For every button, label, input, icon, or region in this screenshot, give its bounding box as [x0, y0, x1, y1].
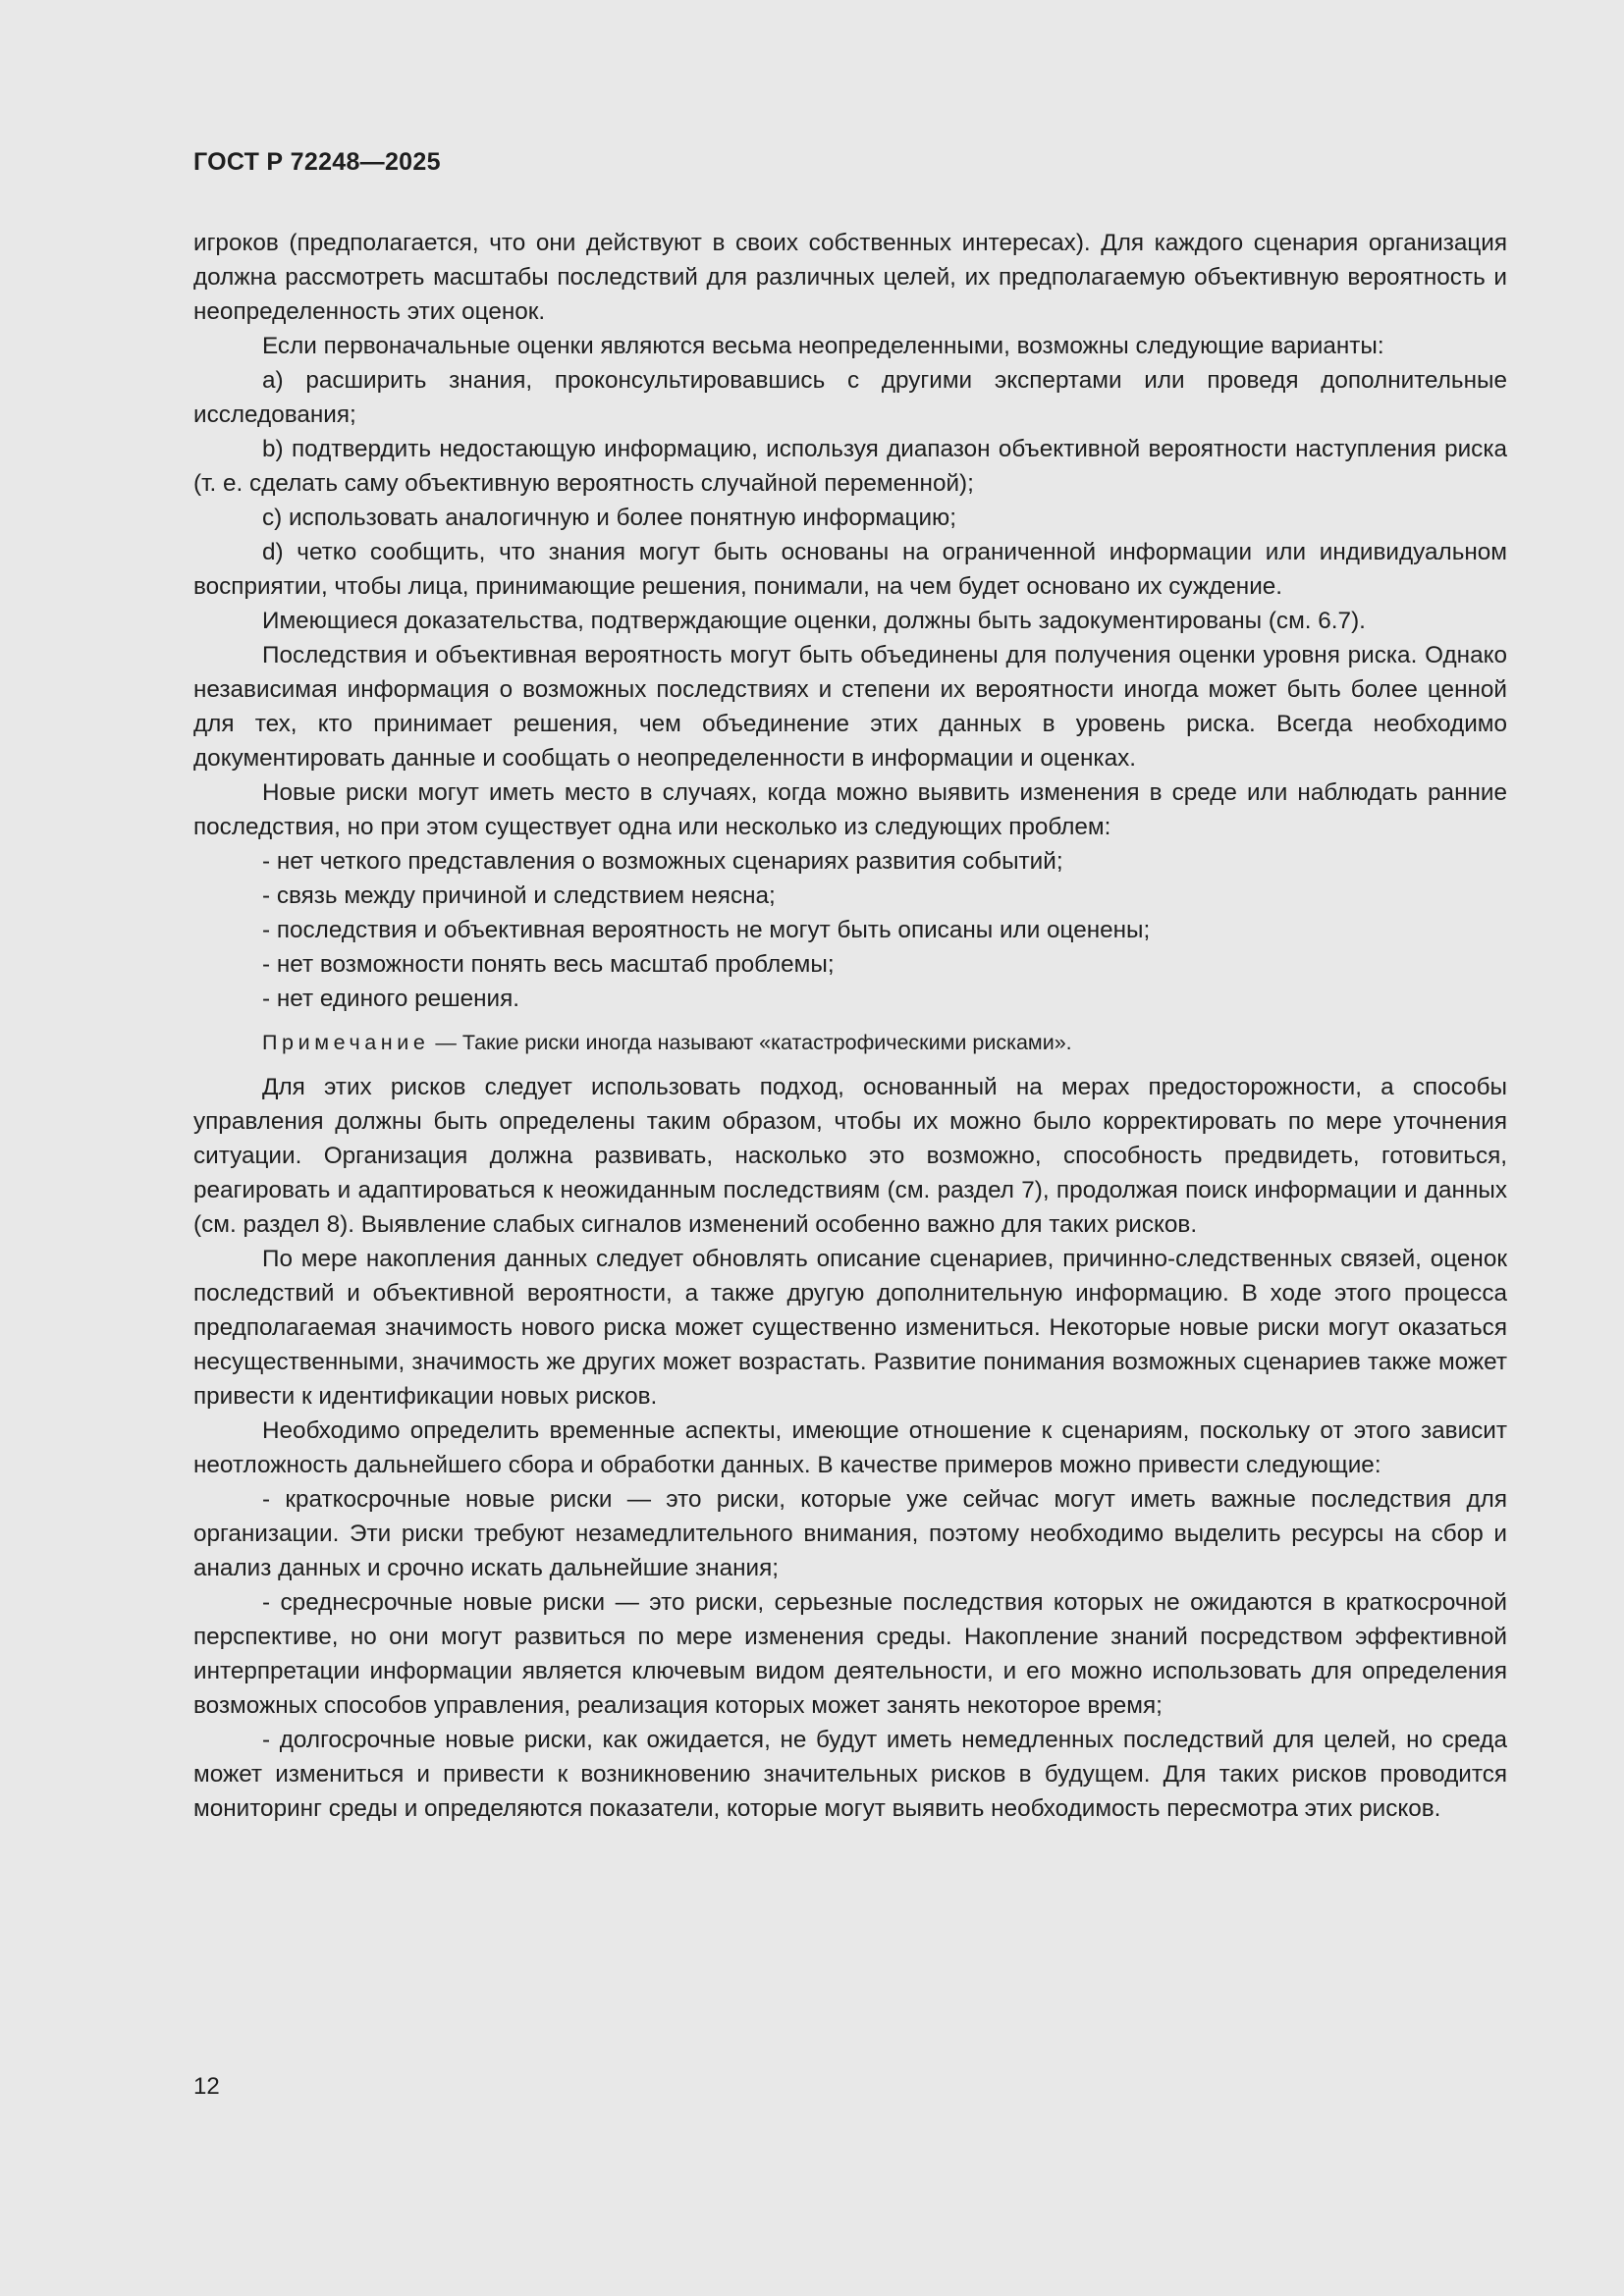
bullet-item: - нет единого решения.	[262, 986, 520, 1012]
bullet-item: - последствия и объективная вероятность не могут быть описаны или оценены;	[262, 917, 1151, 943]
bullet-item: - связь между причиной и следствием неясна;	[262, 882, 776, 909]
bullet-item: - нет возможности понять весь масштаб проблемы;	[262, 951, 835, 978]
note-label: Примечание	[262, 1031, 430, 1054]
paragraph: Имеющиеся доказательства, подтверждающие оценки, должны быть задокументированы (см. 6.7).	[262, 608, 1366, 634]
term-long-item: - долгосрочные новые риски, как ожидается, не будут иметь немедленных последствий для целей, но среда может измениться и привести к возникновению значительных рисков в будущем. Для таких рисков проводится мониторинг среды и определяются показатели, которые могут выявить необходимость пересмотра этих рисков.	[193, 1727, 1507, 1822]
paragraph: игроков (предполагается, что они действуют в своих собственных интересах). Для каждого сценария организация должна рассмотреть масштабы последствий для различных целей, их предполагаемую объективную вероятность и неопределенность этих оценок.	[193, 230, 1507, 325]
paragraph: Необходимо определить временные аспекты, имеющие отношение к сценариям, поскольку от этого зависит неотложность дальнейшего сбора и обработки данных. В качестве примеров можно привести следующие:	[193, 1417, 1507, 1478]
document-header: ГОСТ Р 72248—2025	[193, 148, 441, 176]
note-text: — Такие риски иногда называют «катастрофическими рисками».	[429, 1031, 1072, 1054]
paragraph: Для этих рисков следует использовать подход, основанный на мерах предосторожности, а способы управления должны быть определены таким образом, чтобы их можно было корректировать по мере уточнения ситуации. Организация должна развивать, насколько это возможно, способность предвидеть, готовиться, реагировать и адаптироваться к неожиданным последствиям (см. раздел 7), продолжая поиск информации и данных (см. раздел 8). Выявление слабых сигналов изменений особенно важно для таких рисков.	[193, 1074, 1507, 1238]
list-item-d: d) четко сообщить, что знания могут быть основаны на ограниченной информации или индивидуальном восприятии, чтобы лица, принимающие решения, понимали, на чем будет основано их суждение.	[193, 539, 1507, 600]
term-short-item: - краткосрочные новые риски — это риски, которые уже сейчас могут иметь важные последствия для организации. Эти риски требуют незамедлительного внимания, поэтому необходимо выделить ресурсы на сбор и анализ данных и срочно искать дальнейшие знания;	[193, 1486, 1507, 1581]
paragraph: Если первоначальные оценки являются весьма неопределенными, возможны следующие варианты:	[262, 333, 1384, 359]
list-item-b: b) подтвердить недостающую информацию, используя диапазон объективной вероятности наступления риска (т. е. сделать саму объективную вероятность случайной переменной);	[193, 436, 1507, 497]
note	[193, 1026, 1507, 1060]
page-number: 12	[193, 2073, 220, 2100]
paragraph: Последствия и объективная вероятность могут быть объединены для получения оценки уровня риска. Однако независимая информация о возможных последствиях и степени их вероятности иногда может быть более ценной для тех, кто принимает решения, чем объединение этих данных в уровень риска. Всегда необходимо документировать данные и сообщать о неопределенности в информации и оценках.	[193, 642, 1507, 772]
paragraph: Новые риски могут иметь место в случаях, когда можно выявить изменения в среде или наблюдать ранние последствия, но при этом существует одна или несколько из следующих проблем:	[193, 779, 1507, 840]
term-medium-item: - среднесрочные новые риски — это риски, серьезные последствия которых не ожидаются в краткосрочной перспективе, но они могут развиться по мере изменения среды. Накопление знаний посредством эффективной интерпретации информации является ключевым видом деятельности, и его можно использовать для определения возможных способов управления, реализация которых может занять некоторое время;	[193, 1589, 1507, 1719]
document-body	[193, 226, 1507, 1826]
paragraph: По мере накопления данных следует обновлять описание сценариев, причинно-следственных связей, оценок последствий и объективной вероятности, а также другую дополнительную информацию. В ходе этого процесса предполагаемая значимость нового риска может существенно измениться. Некоторые новые риски могут оказаться несущественными, значимость же других может возрастать. Развитие понимания возможных сценариев также может привести к идентификации новых рисков.	[193, 1246, 1507, 1410]
list-item-a: a) расширить знания, проконсультировавшись с другими экспертами или проведя дополнительные исследования;	[193, 367, 1507, 428]
list-item-c: c) использовать аналогичную и более понятную информацию;	[262, 505, 957, 531]
bullet-item: - нет четкого представления о возможных сценариях развития событий;	[262, 848, 1063, 875]
